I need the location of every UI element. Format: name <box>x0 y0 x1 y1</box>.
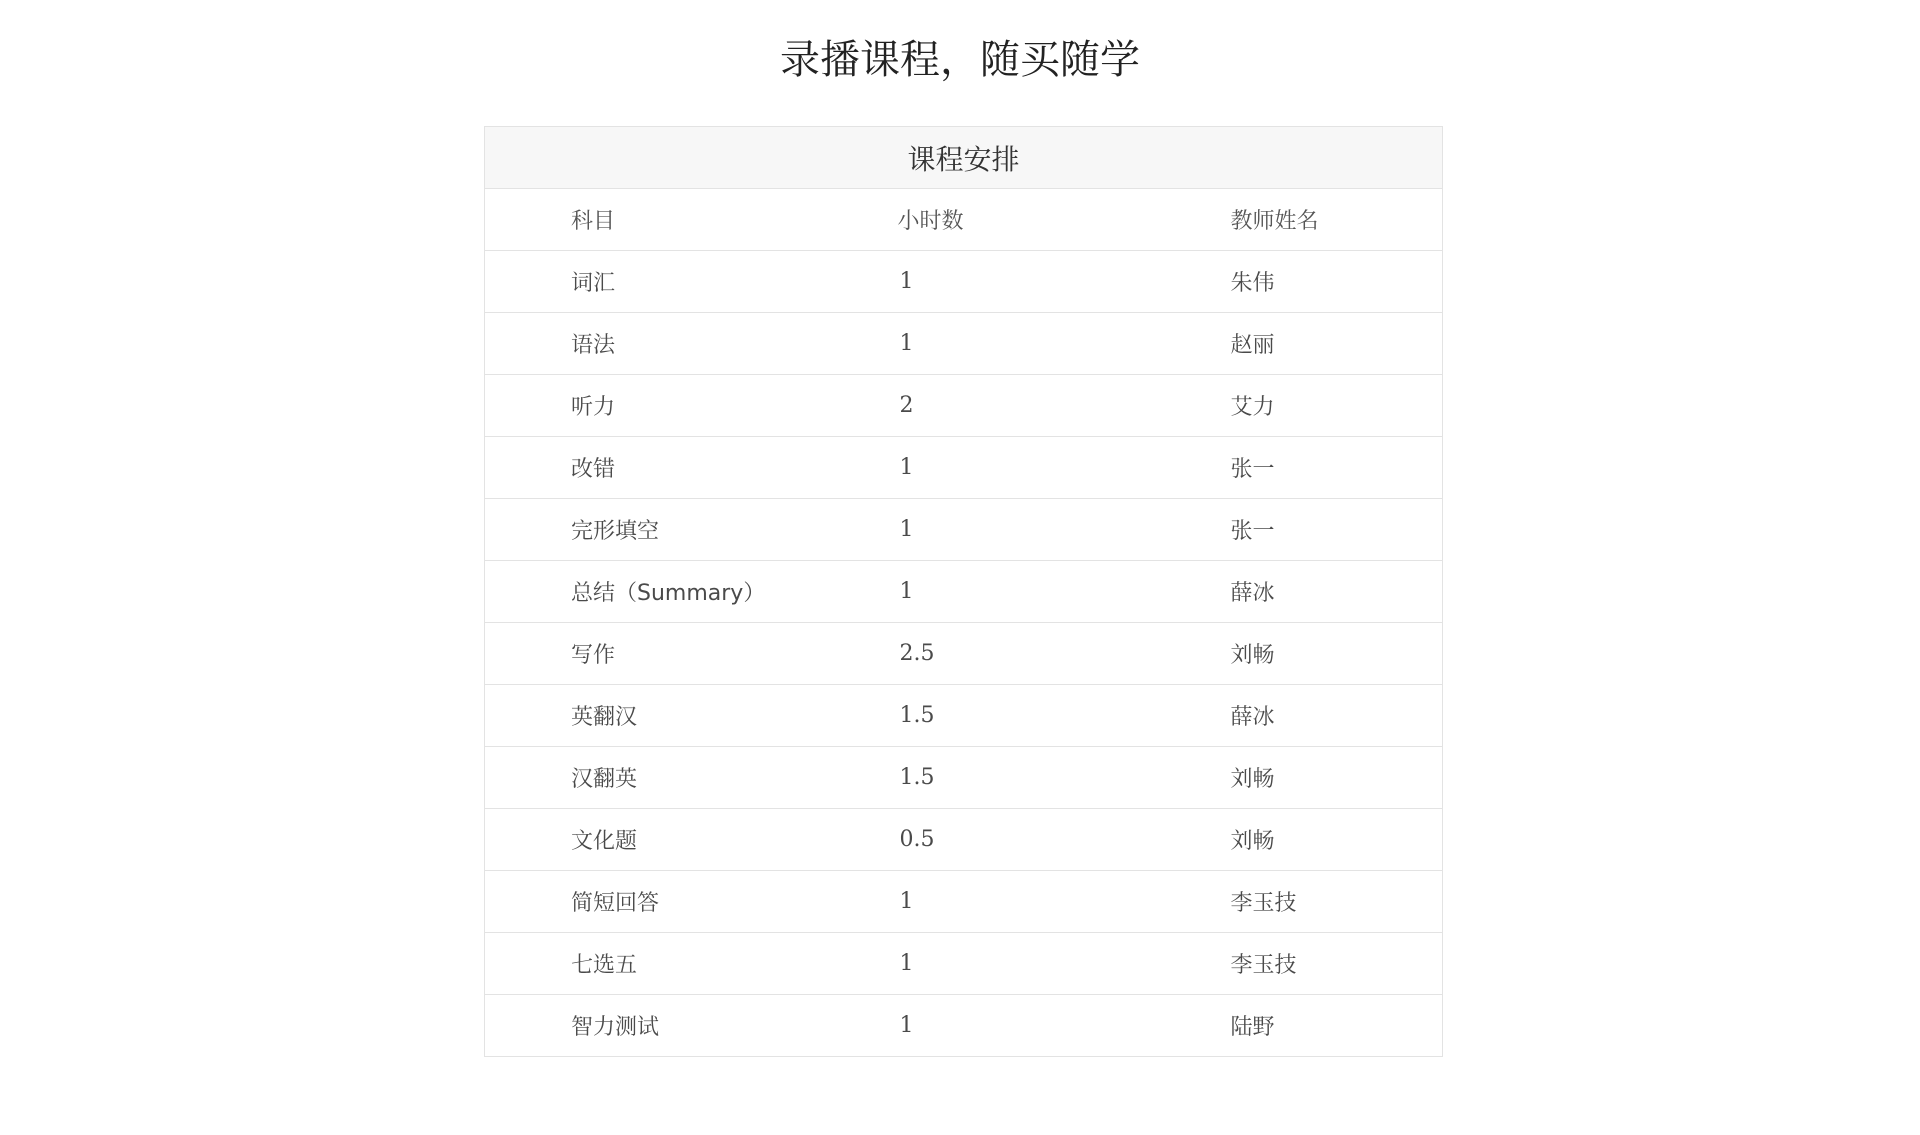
header-teacher: 教师姓名 <box>1231 189 1443 251</box>
table-caption-row <box>485 127 1443 189</box>
table-header-row <box>485 189 1443 251</box>
cell-teacher: 张一 <box>1231 499 1443 561</box>
cell-teacher: 朱伟 <box>1231 251 1443 313</box>
cell-hours: 1 <box>898 313 1231 375</box>
table-row <box>485 871 1443 933</box>
cell-hours: 1 <box>898 995 1231 1057</box>
cell-subject: 听力 <box>485 375 898 437</box>
table-row <box>485 499 1443 561</box>
cell-hours: 1.5 <box>898 685 1231 747</box>
table-row <box>485 623 1443 685</box>
cell-subject: 写作 <box>485 623 898 685</box>
table-row <box>485 561 1443 623</box>
table-row <box>485 685 1443 747</box>
cell-teacher: 赵丽 <box>1231 313 1443 375</box>
cell-teacher: 李玉技 <box>1231 871 1443 933</box>
cell-teacher: 刘畅 <box>1231 623 1443 685</box>
table-row <box>485 933 1443 995</box>
table-row <box>485 809 1443 871</box>
cell-subject: 文化题 <box>485 809 898 871</box>
cell-teacher: 刘畅 <box>1231 809 1443 871</box>
table-row <box>485 313 1443 375</box>
cell-teacher: 薛冰 <box>1231 685 1443 747</box>
cell-subject: 简短回答 <box>485 871 898 933</box>
cell-hours: 1 <box>898 561 1231 623</box>
cell-subject: 完形填空 <box>485 499 898 561</box>
cell-subject: 改错 <box>485 437 898 499</box>
cell-teacher: 李玉技 <box>1231 933 1443 995</box>
cell-hours: 1 <box>898 437 1231 499</box>
cell-subject: 词汇 <box>485 251 898 313</box>
table-row <box>485 375 1443 437</box>
table-body <box>485 251 1443 1057</box>
cell-subject: 英翻汉 <box>485 685 898 747</box>
cell-hours: 1.5 <box>898 747 1231 809</box>
table-caption: 课程安排 <box>485 127 1443 189</box>
cell-hours: 1 <box>898 933 1231 995</box>
cell-teacher: 陆野 <box>1231 995 1443 1057</box>
cell-hours: 1 <box>898 871 1231 933</box>
cell-teacher: 刘畅 <box>1231 747 1443 809</box>
header-hours: 小时数 <box>898 189 1231 251</box>
page-title: 录播课程，随买随学 <box>780 37 1140 83</box>
cell-hours: 2.5 <box>898 623 1231 685</box>
table-row <box>485 995 1443 1057</box>
cell-teacher: 张一 <box>1231 437 1443 499</box>
header-subject: 科目 <box>485 189 898 251</box>
cell-subject: 总结（Summary） <box>485 561 898 623</box>
table-row <box>485 437 1443 499</box>
cell-subject: 智力测试 <box>485 995 898 1057</box>
table-row <box>485 747 1443 809</box>
cell-hours: 1 <box>898 499 1231 561</box>
cell-teacher: 艾力 <box>1231 375 1443 437</box>
cell-teacher: 薛冰 <box>1231 561 1443 623</box>
cell-subject: 七选五 <box>485 933 898 995</box>
course-schedule-table <box>484 126 1443 1057</box>
cell-subject: 语法 <box>485 313 898 375</box>
cell-subject: 汉翻英 <box>485 747 898 809</box>
cell-hours: 0.5 <box>898 809 1231 871</box>
table-row <box>485 251 1443 313</box>
cell-hours: 1 <box>898 251 1231 313</box>
cell-hours: 2 <box>898 375 1231 437</box>
